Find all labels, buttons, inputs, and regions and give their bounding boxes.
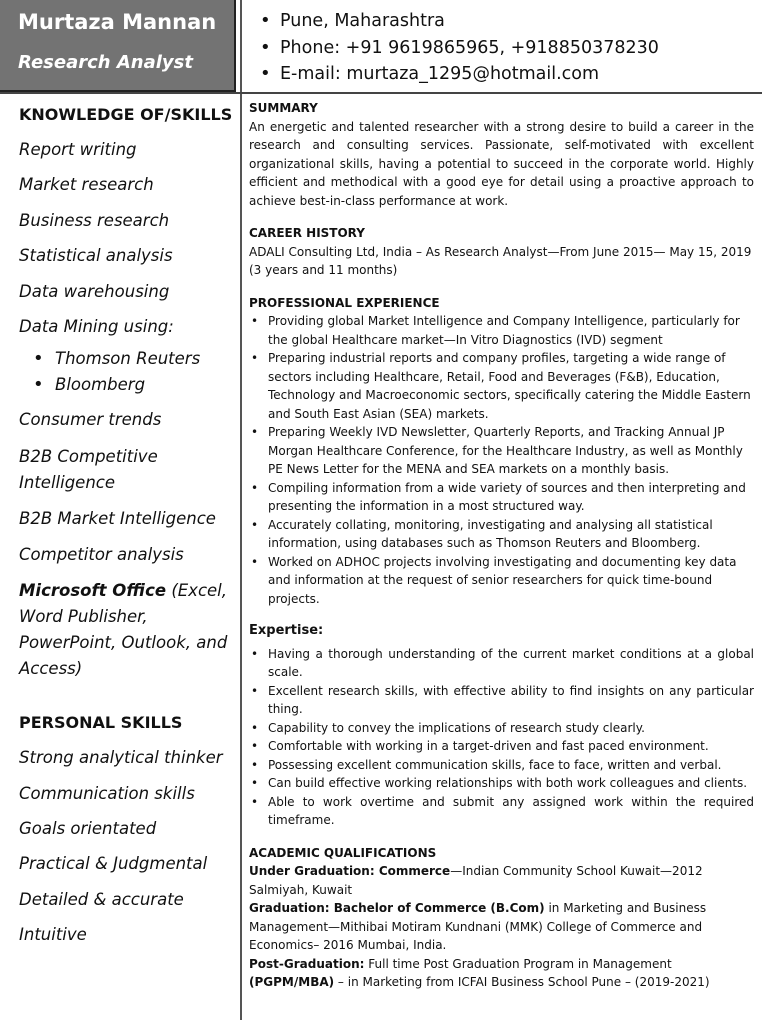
career-text: ADALI Consulting Ltd, India – As Research Analyst—From June 2015— May 15, 2019 (3 years and 11 months) — [249, 244, 752, 277]
experience-item: • Preparing industrial reports and company profiles, targeting a wide range of sectors including Healthcare, Retail, Food and Beverages (F&B), Education, Technology and Macroeconomic sectors, specifically catering the Middle Eastern and South East Asian (SEA) markets. — [249, 349, 754, 423]
postgrad-label: Post-Graduation: — [249, 956, 365, 971]
experience-item: • Providing global Market Intelligence and Company Intelligence, particularly for the global Healthcare market—In Vitro Diagnostics (IVD) segment — [249, 312, 754, 349]
expertise-section — [249, 622, 754, 830]
contact-phone: • Phone: +91 9619865965, +918850378230 — [260, 35, 659, 62]
ms-office-label: Microsoft Office — [19, 580, 167, 600]
postgrad-text-2: – in Marketing from ICFAI Business School Pune – (2019-2021) — [334, 975, 710, 989]
undergrad-label: Under Graduation: Commerce — [249, 864, 451, 878]
summary-section — [249, 99, 754, 210]
contact-list — [260, 8, 659, 88]
ms-office-detail: (Excel, Word Publisher, PowerPoint, Outlook, and Access) — [19, 580, 228, 678]
tool-item: • Thomson Reuters — [33, 346, 234, 372]
skill-item: B2B Competitive Intelligence — [19, 446, 158, 492]
postgrad-entry — [249, 955, 754, 992]
expertise-item: • Excellent research skills, with effective ability to find insights on any particular thing. — [249, 682, 754, 719]
personal-skill-item: Strong analytical thinker — [19, 748, 223, 768]
expertise-list — [249, 645, 754, 830]
experience-item: • Worked on ADHOC projects involving investigating and documenting key data and information at the request of senior researchers for quick time-bound projects. — [249, 553, 754, 609]
expertise-item: • Can build effective working relationships with both work colleagues and clients. — [249, 774, 754, 793]
skill-item: Statistical analysis — [19, 246, 173, 266]
skill-item: Market research — [19, 175, 154, 195]
skill-item: Data warehousing — [19, 281, 170, 301]
academic-section — [249, 844, 754, 992]
header-divider — [0, 92, 762, 94]
skill-item: Business research — [19, 210, 170, 230]
skill-item: Report writing — [19, 140, 137, 159]
skills-column — [19, 103, 234, 959]
spacer — [19, 693, 234, 711]
expertise-item: • Possessing excellent communication skills, face to face, written and verbal. — [249, 756, 754, 775]
candidate-title: Research Analyst — [18, 52, 193, 73]
personal-skill-item: Goals orientated — [19, 819, 157, 839]
name-title-box — [0, 0, 236, 92]
grad-text: in Marketing and Business Management—Mithibai Motiram Kundnani (MMK) College of Commerce and Economics– 2016 Mumbai, India. — [249, 901, 707, 952]
expertise-item: • Having a thorough understanding of the current market conditions at a global scale. — [249, 645, 754, 682]
candidate-name: Murtaza Mannan — [18, 10, 217, 34]
academic-heading: ACADEMIC QUALIFICATIONS — [249, 845, 437, 860]
skill-item: Data Mining using: — [19, 316, 174, 336]
skill-item-ms-office — [19, 578, 234, 682]
personal-skill-item: Intuitive — [19, 925, 87, 945]
knowledge-heading: KNOWLEDGE OF/SKILLS — [19, 105, 233, 124]
grad-label: Graduation: Bachelor of Commerce (B.Com) — [249, 901, 545, 915]
contact-email: • E-mail: murtaza_1295@hotmail.com — [260, 61, 659, 88]
skill-item: Consumer trends — [19, 410, 162, 430]
summary-text: An energetic and talented researcher with a strong desire to build a career in the research and consulting services. Passionate, self-motivated with excellent organizational skills, having a potential to succeed in the corporate world. Highly efficient and methodical with a good eye for detail using a proactive approach to achieve best-in-class performance at work. — [249, 119, 754, 208]
summary-heading: SUMMARY — [249, 101, 318, 115]
career-heading: CAREER HISTORY — [249, 226, 365, 240]
grad-entry — [249, 899, 754, 955]
experience-item: • Compiling information from a wide variety of sources and then interpreting and presenting the information in a most structured way. — [249, 479, 754, 516]
experience-list — [249, 312, 754, 608]
personal-skill-item: Practical & Judgmental — [19, 854, 208, 874]
postgrad-program: (PGPM/MBA) — [249, 975, 335, 989]
skill-item: Competitor analysis — [19, 544, 184, 564]
experience-item: • Preparing Weekly IVD Newsletter, Quarterly Reports, and Tracking Annual JP Morgan Healthcare Conference, for the Healthcare Industry, as well as Monthly PE News Letter for the MENA and SEA markets on a monthly basis. — [249, 423, 754, 479]
undergrad-text: —Indian Community School Kuwait—2012 Salmiyah, Kuwait — [249, 864, 703, 897]
experience-item: • Accurately collating, monitoring, investigating and analysing all statistical information, using databases such as Thomson Reuters and Bloomberg. — [249, 516, 754, 553]
column-divider — [240, 0, 242, 1020]
expertise-item: • Able to work overtime and submit any assigned work within the required timeframe. — [249, 793, 754, 830]
personal-heading: PERSONAL SKILLS — [19, 713, 183, 733]
undergrad-entry — [249, 862, 754, 899]
experience-heading: PROFESSIONAL EXPERIENCE — [249, 295, 440, 310]
expertise-item: • Capability to convey the implications of research study clearly. — [249, 719, 754, 738]
experience-section — [249, 294, 754, 609]
expertise-heading: Expertise: — [249, 623, 324, 638]
tool-item: • Bloomberg — [33, 372, 234, 398]
personal-skill-item: Detailed & accurate — [19, 889, 184, 909]
skill-item: B2B Market Intelligence — [19, 509, 216, 529]
postgrad-text: Full time Post Graduation Program in Management — [364, 956, 672, 971]
details-column — [249, 99, 754, 992]
expertise-item: • Comfortable with working in a target-driven and fast paced environment. — [249, 737, 754, 756]
personal-skill-item: Communication skills — [19, 783, 195, 803]
career-section — [249, 224, 754, 280]
data-mining-tools — [19, 346, 234, 398]
contact-location: • Pune, Maharashtra — [260, 8, 659, 35]
